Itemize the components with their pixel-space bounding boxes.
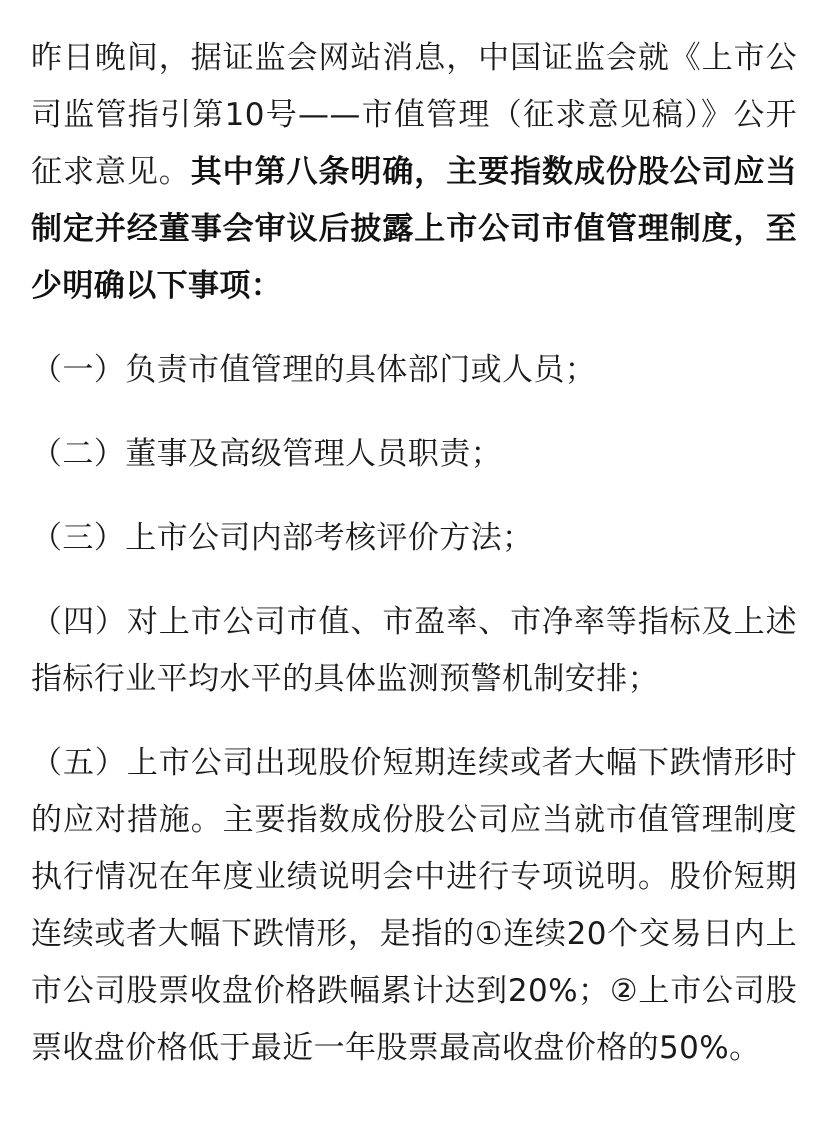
list-item-3: （三）上市公司内部考核评价方法； bbox=[31, 520, 534, 556]
list-item-1: （一）负责市值管理的具体部门或人员； bbox=[31, 352, 597, 388]
intro-lead-text: 昨日晚间，据证监会网站消息，中国证监会就《上市公司监管指引第10号——市值管理（征求意见稿）》公开征求意见。 bbox=[31, 40, 797, 190]
list-item-2: （二）董事及高级管理人员职责； bbox=[31, 436, 502, 472]
intro-paragraph bbox=[31, 30, 797, 315]
intro-emphasis-text: 其中第八条明确，主要指数成份股公司应当制定并经董事会审议后披露上市公司市值管理制度，至少明确以下事项： bbox=[31, 154, 797, 304]
list-item-4: （四）对上市公司市值、市盈率、市净率等指标及上述指标行业平均水平的具体监测预警机制安排； bbox=[31, 604, 797, 697]
list-item-5: （五）上市公司出现股价短期连续或者大幅下跌情形时的应对措施。主要指数成份股公司应当就市值管理制度执行情况在年度业绩说明会中进行专项说明。股价短期连续或者大幅下跌情形，是指的①连续20个交易日内上市公司股票收盘价格跌幅累计达到20%；②上市公司股票收盘价格低于最近一年股票最高收盘价格的50%。 bbox=[31, 745, 797, 1066]
